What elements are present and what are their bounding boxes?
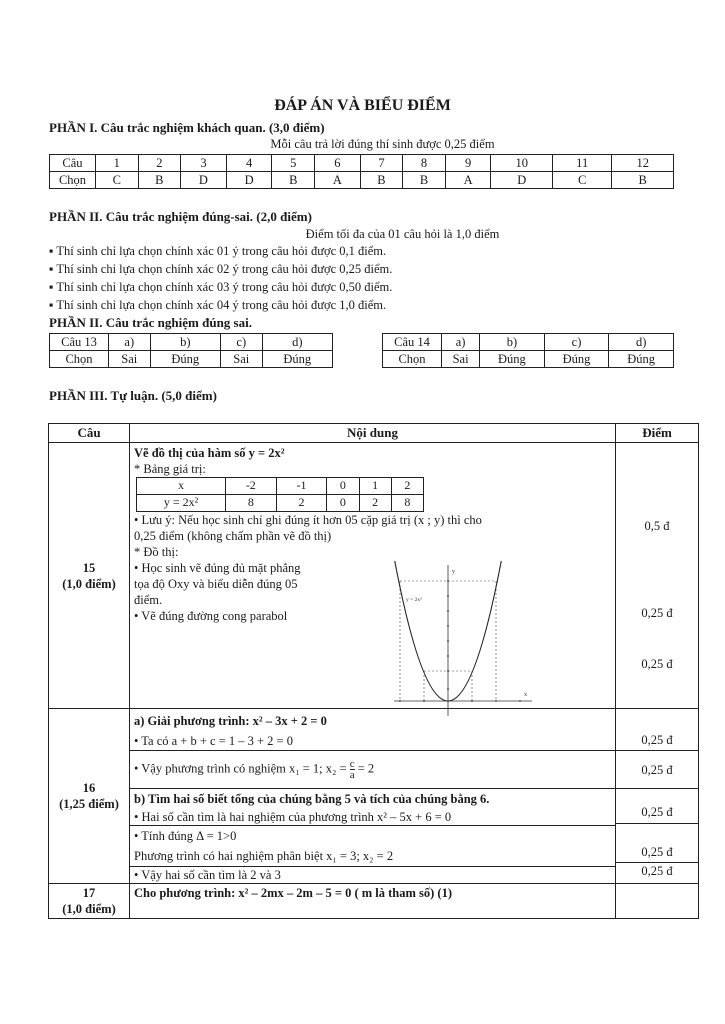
y-value: 2 (276, 495, 327, 512)
q17-score-cell (616, 884, 699, 919)
fraction-numerator: c (349, 758, 355, 770)
score: 0,25 đ (641, 657, 673, 671)
q15-value-table (136, 477, 424, 512)
q17-task: Cho phương trình: x² – 2mx – 2m – 5 = 0 ( m là tham số) (1) (130, 884, 616, 919)
answer-row (50, 172, 674, 189)
row-label: Chọn (50, 172, 96, 189)
q13-part: b) (150, 334, 220, 351)
question-number: 12 (612, 155, 674, 172)
curve-label: y = 2x² (406, 597, 422, 603)
x-value: -1 (276, 478, 327, 495)
x-value: 0 (327, 478, 359, 495)
q15-points: (1,0 điểm) (62, 576, 116, 591)
parabola-graph (392, 561, 542, 719)
q13-answer: Đúng (150, 351, 220, 368)
question-number: 8 (403, 155, 446, 172)
q15-criterion: • Học sinh vẽ đúng đủ mặt phẳng (134, 561, 301, 575)
col-header-cau: Câu (49, 424, 130, 443)
score: 0,25 đ (616, 709, 699, 751)
y-value: 0 (327, 495, 359, 512)
part2-rule: ▪ Thí sinh chỉ lựa chọn chính xác 03 ý trong câu hỏi được 0,50 điểm. (49, 280, 393, 294)
q16b-step: • Tính đúng Δ = 1>0 (130, 825, 615, 846)
question-number: 5 (272, 155, 315, 172)
answer-cell: B (612, 172, 674, 189)
part1-heading: PHẦN I. Câu trắc nghiệm khách quan. (3,0 điểm) (49, 120, 325, 135)
q15-note-line1: • Lưu ý: Nếu học sinh chỉ ghi đúng ít hơn 05 cặp giá trị (x ; y) thì cho (134, 513, 482, 527)
x-value: 1 (359, 478, 391, 495)
q15-number-cell (49, 443, 130, 709)
q14-part: b) (480, 334, 545, 351)
part2-note: Điểm tối đa của 01 câu hỏi là 1,0 điểm (305, 227, 500, 241)
q16b-content (130, 789, 616, 884)
q14-choose: Chọn (383, 351, 442, 368)
score: 0,25 đ (616, 862, 698, 879)
q14-answer: Đúng (609, 351, 674, 368)
answer-cell: C (96, 172, 139, 189)
part1-note: Mỗi câu trả lời đúng thí sinh được 0,25 điểm (270, 137, 495, 151)
q14-part: a) (442, 334, 480, 351)
q16-number: 16 (82, 781, 96, 795)
part2-rule: ▪ Thí sinh chỉ lựa chọn chính xác 02 ý trong câu hỏi được 0,25 điểm. (49, 262, 393, 276)
q14-answer: Đúng (544, 351, 609, 368)
q15-number: 15 (82, 560, 96, 575)
x-label: x (137, 478, 226, 495)
q13-label: Câu 13 (50, 334, 109, 351)
q16b-step: • Hai số cần tìm là hai nghiệm của phương trình x² – 5x + 6 = 0 (134, 810, 452, 824)
q14-label: Câu 14 (383, 334, 442, 351)
answer-cell: B (272, 172, 315, 189)
answer-cell: C (552, 172, 611, 189)
q16a-content (130, 709, 616, 751)
row-label: Câu (50, 155, 96, 172)
q16b-step: Phương trình có hai nghiệm phân biệt x₁ = 3; x₂ = 2 (134, 849, 394, 863)
q17-number-cell (49, 884, 130, 919)
q14-part: c) (544, 334, 609, 351)
answer-cell: D (181, 172, 227, 189)
x-value: -2 (226, 478, 277, 495)
q15-criterion: • Vẽ đúng đường cong parabol (134, 609, 288, 623)
x-axis-label: x (524, 692, 527, 698)
y-axis-label: y (452, 569, 455, 575)
question-number: 6 (315, 155, 361, 172)
question-number: 11 (552, 155, 611, 172)
y-value: 8 (226, 495, 277, 512)
q15-note-line2: 0,25 điểm (không chấm phần vẽ đồ thị) (134, 529, 332, 543)
q14-answer: Đúng (480, 351, 545, 368)
question-number: 1 (96, 155, 139, 172)
score: 0,25 đ (616, 823, 698, 862)
q15-criterion: tọa độ Oxy và biểu diễn đúng 05 (134, 577, 298, 591)
q15-content (130, 443, 616, 709)
score: 0,25 đ (641, 606, 673, 620)
q16a-result-text: • Vậy phương trình có nghiệm x₁ = 1; x₂ = (134, 761, 347, 776)
q13-part: c) (220, 334, 262, 351)
q13-part: d) (262, 334, 332, 351)
col-header-noidung: Nội dung (130, 424, 616, 443)
x-value: 2 (391, 478, 423, 495)
part3-essay-table (48, 423, 699, 919)
score: 0,25 đ (641, 805, 673, 819)
q13-choose: Chọn (50, 351, 109, 368)
q15-table-label: * Bảng giá trị: (134, 462, 206, 476)
part3-heading: PHẦN III. Tự luận. (5,0 điểm) (49, 388, 217, 403)
page-title: ĐÁP ÁN VÀ BIỂU ĐIỂM (274, 97, 451, 114)
q16b-score-cell (616, 789, 699, 884)
answer-cell: B (138, 172, 181, 189)
q17-points: (1,0 điểm) (62, 902, 116, 916)
q13-answer: Sai (220, 351, 262, 368)
question-number: 9 (445, 155, 491, 172)
question-row (50, 155, 674, 172)
q16-number-cell (49, 709, 130, 884)
q16a-result-value: = 2 (357, 761, 375, 776)
score: 0,5 đ (644, 519, 670, 533)
part1-answer-table (49, 154, 674, 189)
q15-task: Vẽ đồ thị của hàm số y = 2x² (134, 446, 285, 460)
answer-cell: A (445, 172, 491, 189)
q16b-title: b) Tìm hai số biết tổng của chúng bằng 5 và tích của chúng bằng 6. (134, 792, 490, 806)
part2-rule: ▪ Thí sinh chỉ lựa chọn chính xác 01 ý trong câu hỏi được 0,1 điểm. (49, 244, 387, 258)
answer-cell: A (315, 172, 361, 189)
q14-part: d) (609, 334, 674, 351)
q15-criterion: điểm. (134, 593, 163, 607)
fraction-denominator: a (349, 769, 355, 781)
answer-cell: D (226, 172, 272, 189)
q16a-title: a) Giải phương trình: x² – 3x + 2 = 0 (134, 714, 327, 728)
q15-graph-label: * Đồ thị: (134, 545, 179, 559)
answer-cell: B (360, 172, 403, 189)
q13-table (49, 333, 333, 368)
question-number: 7 (360, 155, 403, 172)
answer-cell: D (491, 172, 552, 189)
q16b-step: • Vậy hai số cần tìm là 2 và 3 (130, 866, 615, 883)
q15-score-cell (616, 443, 699, 709)
q13-answer: Sai (109, 351, 151, 368)
part2-rule: ▪ Thí sinh chỉ lựa chọn chính xác 04 ý trong câu hỏi được 1,0 điểm. (49, 298, 387, 312)
q16a-step: • Ta có a + b + c = 1 – 3 + 2 = 0 (134, 734, 293, 748)
col-header-diem: Điểm (616, 424, 699, 443)
part2-heading: PHẦN II. Câu trắc nghiệm đúng-sai. (2,0 điểm) (49, 209, 312, 224)
q14-table (382, 333, 674, 368)
question-number: 2 (138, 155, 181, 172)
q13-part: a) (109, 334, 151, 351)
q16a-result (130, 751, 616, 789)
question-number: 4 (226, 155, 272, 172)
q17-number: 17 (82, 886, 96, 900)
q14-answer: Sai (442, 351, 480, 368)
answer-cell: B (403, 172, 446, 189)
q16-points: (1,25 điểm) (59, 797, 119, 811)
y-value: 2 (359, 495, 391, 512)
fraction-c-over-a (350, 759, 355, 780)
question-number: 3 (181, 155, 227, 172)
q13-answer: Đúng (262, 351, 332, 368)
y-value: 8 (391, 495, 423, 512)
y-label: y = 2x² (137, 495, 226, 512)
score: 0,25 đ (616, 751, 699, 789)
question-number: 10 (491, 155, 552, 172)
part2-heading-2: PHẦN II. Câu trắc nghiệm đúng sai. (49, 315, 252, 330)
